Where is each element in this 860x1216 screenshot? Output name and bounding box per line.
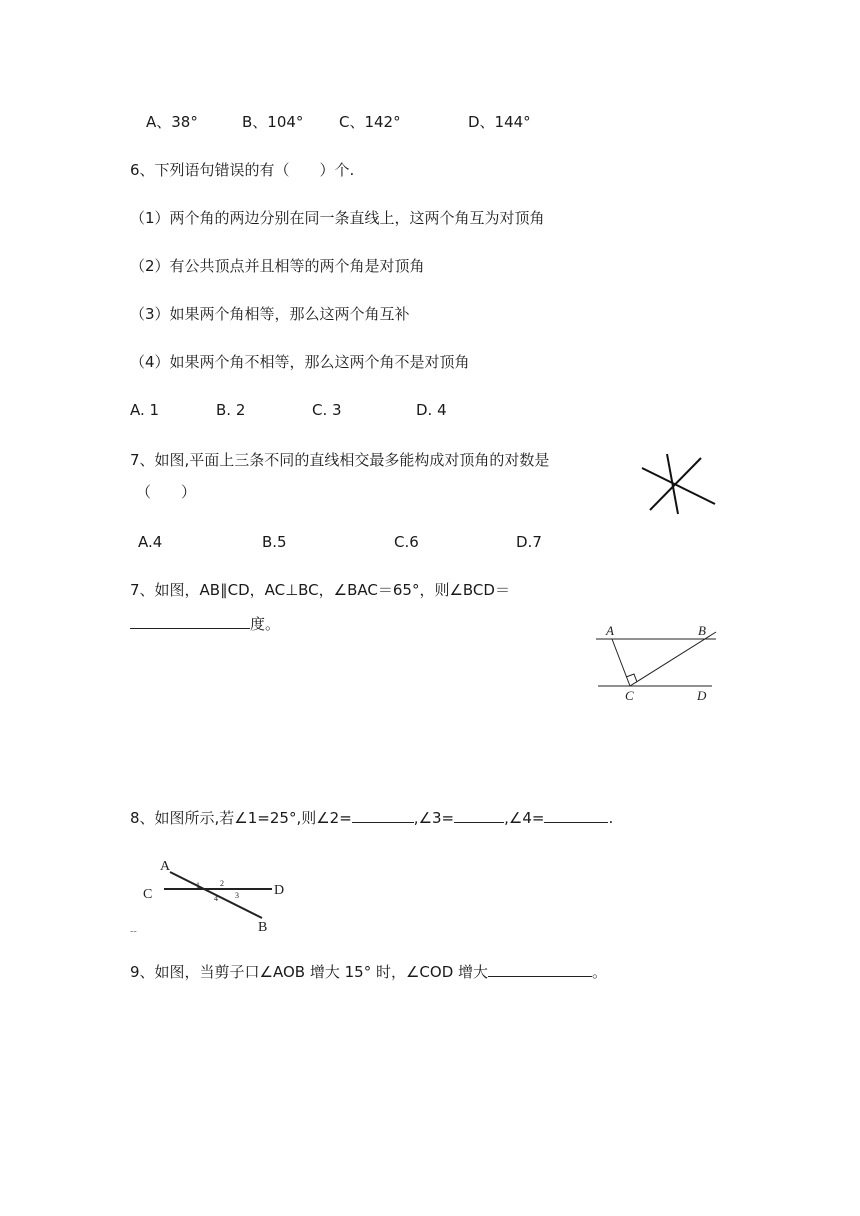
label-a: A bbox=[606, 623, 614, 638]
angle-3-label: 3 bbox=[235, 891, 239, 900]
q7b-answer-blank[interactable] bbox=[130, 614, 250, 629]
q7a-option-b: B.5 bbox=[262, 533, 287, 551]
q8-angle2-blank[interactable] bbox=[352, 808, 414, 823]
q8-figure-mark: -- bbox=[130, 926, 137, 937]
q7a-stem: 7、如图,平面上三条不同的直线相交最多能构成对顶角的对数是 bbox=[130, 451, 550, 469]
q8-suffix: . bbox=[608, 809, 614, 827]
q8-stem bbox=[130, 808, 613, 828]
q6-stem: 6、下列语句错误的有（ ）个. bbox=[130, 161, 355, 179]
q7a-option-d: D.7 bbox=[516, 533, 542, 551]
q6-statement-4: （4）如果两个角不相等，那么这两个角不是对顶角 bbox=[130, 353, 470, 371]
label-d: D bbox=[274, 883, 285, 898]
q7a-option-c: C.6 bbox=[394, 533, 419, 551]
q6-option-a: A. 1 bbox=[130, 401, 160, 419]
angle-1-label: 1 bbox=[196, 881, 200, 890]
q7b-tail: 度。 bbox=[250, 615, 281, 633]
label-c: C bbox=[143, 887, 153, 902]
label-a: A bbox=[160, 859, 171, 874]
q7b-answer-line bbox=[130, 614, 280, 634]
q9-suffix: 。 bbox=[592, 963, 608, 981]
q5-option-b: B、104° bbox=[242, 113, 304, 131]
q6-statement-3: （3）如果两个角相等，那么这两个角互补 bbox=[130, 305, 410, 323]
q5-option-c: C、142° bbox=[339, 113, 401, 131]
label-b: B bbox=[698, 623, 706, 638]
angle-2-label: 2 bbox=[220, 879, 224, 888]
label-b: B bbox=[258, 920, 268, 935]
q6-option-c: C. 3 bbox=[312, 401, 342, 419]
q6-option-d: D. 4 bbox=[416, 401, 447, 419]
q6-option-b: B. 2 bbox=[216, 401, 246, 419]
q5-option-d: D、144° bbox=[468, 113, 531, 131]
q9-stem bbox=[130, 962, 607, 982]
q7a-answer-paren: （ ） bbox=[136, 483, 197, 501]
q8-angle4-blank[interactable] bbox=[544, 808, 608, 823]
angle-4-label: 4 bbox=[214, 894, 218, 903]
q5-option-a: A、38° bbox=[146, 113, 198, 131]
q7a-option-a: A.4 bbox=[138, 533, 163, 551]
q7b-stem: 7、如图，AB∥CD，AC⊥BC，∠BAC＝65°，则∠BCD＝ bbox=[130, 581, 510, 599]
label-d: D bbox=[697, 688, 707, 703]
three-lines-figure bbox=[638, 452, 718, 518]
crossing-lines-figure bbox=[126, 852, 296, 938]
parallel-lines-figure bbox=[594, 620, 724, 706]
q8-mid1: ,∠3= bbox=[413, 809, 455, 827]
label-c: C bbox=[625, 688, 634, 703]
q8-prefix: 8、如图所示,若∠1=25°,则∠2= bbox=[130, 809, 352, 827]
q9-answer-blank[interactable] bbox=[488, 962, 592, 977]
q6-statement-2: （2）有公共顶点并且相等的两个角是对顶角 bbox=[130, 257, 425, 275]
q8-angle3-blank[interactable] bbox=[454, 808, 504, 823]
q8-mid2: ,∠4= bbox=[504, 809, 545, 827]
q9-prefix: 9、如图，当剪子口∠AOB 增大 15° 时，∠COD 增大 bbox=[130, 963, 489, 981]
q6-statement-1: （1）两个角的两边分别在同一条直线上，这两个角互为对顶角 bbox=[130, 209, 545, 227]
